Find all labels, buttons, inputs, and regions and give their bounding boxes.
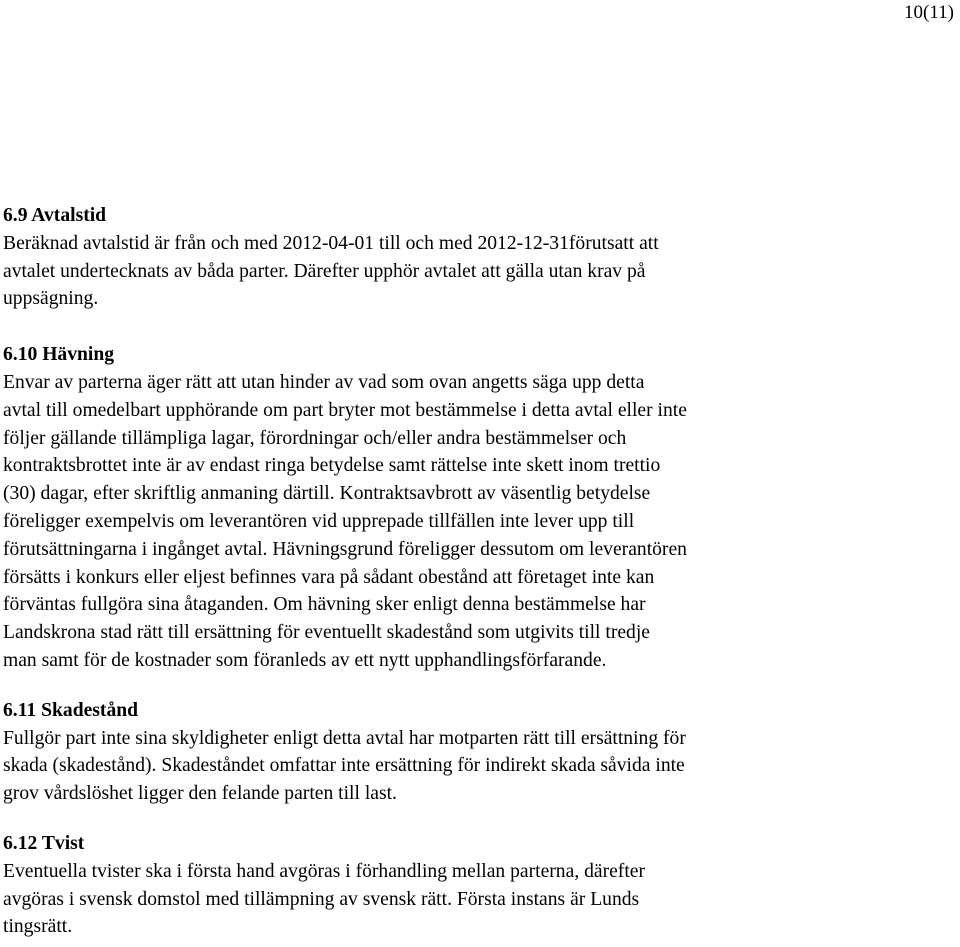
section-body [3, 725, 953, 808]
document-body [3, 202, 953, 941]
body-line: förväntas fullgöra sina åtaganden. Om hävning sker enligt denna bestämmelse har [3, 594, 646, 616]
body-line: skada (skadestånd). Skadeståndet omfattar inte ersättning för indirekt skada såvida inte [3, 755, 685, 777]
body-line: avtal till omedelbart upphörande om part bryter mot bestämmelse i detta avtal eller inte [3, 399, 687, 421]
section-heading: 6.12 Tvist [3, 832, 85, 854]
body-line: föreligger exempelvis om leverantören vid upprepade tillfällen inte lever upp till [3, 510, 635, 532]
body-line: kontraktsbrottet inte är av endast ringa betydelse samt rättelse inte skett inom trettio [3, 455, 661, 477]
body-line: Beräknad avtalstid är från och med 2012-04-01 till och med 2012-12-31förutsatt att [3, 232, 659, 254]
body-line: följer gällande tillämpliga lagar, förordningar och/eller andra bestämmelser och [3, 427, 627, 449]
body-line: Envar av parterna äger rätt att utan hinder av vad som ovan angetts säga upp detta [3, 371, 645, 393]
section-havning [3, 341, 953, 675]
section-body [3, 230, 953, 313]
body-line: tingsrätt. [3, 916, 73, 938]
section-heading: 6.11 Skadestånd [3, 699, 139, 721]
body-line: Eventuella tvister ska i första hand avgöras i förhandling mellan parterna, därefter [3, 860, 645, 882]
body-line: avtalet undertecknats av båda parter. Därefter upphör avtalet att gälla utan krav på [3, 260, 646, 282]
body-line: grov vårdslöshet ligger den felande parten till last. [3, 783, 397, 805]
body-line: man samt för de kostnader som föranleds av ett nytt upphandlingsförfarande. [3, 649, 607, 671]
section-body [3, 369, 953, 675]
section-heading: 6.9 Avtalstid [3, 205, 107, 226]
body-line: avgöras i svensk domstol med tillämpning av svensk rätt. Första instans är Lunds [3, 888, 640, 910]
body-line: försätts i konkurs eller eljest befinnes vara på sådant obestånd att företaget inte kan [3, 566, 655, 588]
body-line: förutsättningarna i ingånget avtal. Hävningsgrund föreligger dessutom om leverantören [3, 538, 687, 560]
body-line: (30) dagar, efter skriftlig anmaning därtill. Kontraktsavbrott av väsentlig betydelse [3, 483, 651, 505]
body-line: Fullgör part inte sina skyldigheter enligt detta avtal har motparten rätt till ersättning för [3, 727, 686, 749]
page-number: 10(11) [904, 2, 954, 23]
section-tvist [3, 830, 953, 941]
section-skadestand [3, 697, 953, 808]
section-heading: 6.10 Hävning [3, 344, 115, 366]
body-line: Landskrona stad rätt till ersättning för eventuellt skadestånd som utgivits till tredje [3, 622, 650, 644]
body-line: uppsägning. [3, 288, 99, 310]
section-body [3, 858, 953, 941]
section-avtalstid [3, 202, 953, 313]
